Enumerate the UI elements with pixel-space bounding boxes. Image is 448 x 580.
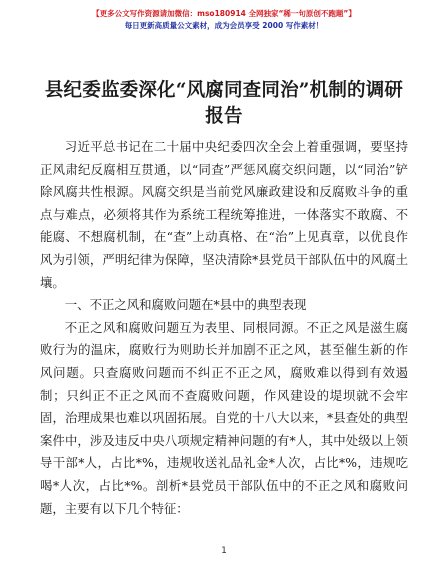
- document-title-line1: 县纪委监委深化“风腐同查同治”机制的调研: [44, 80, 404, 101]
- promo-banner: [0, 8, 448, 32]
- page-number: 1: [221, 546, 227, 556]
- promo-banner-line2: 每日更新高质量公文素材，成为会员享受 2000 写作素材！: [124, 21, 324, 30]
- document-title-line2: 报告: [205, 106, 243, 127]
- document-title: [40, 78, 408, 130]
- promo-banner-line1: 【更多公文写作资源请加微信：mso180914 全网独家“稀一句原创不跑题”】: [92, 9, 356, 18]
- document-body: [40, 136, 408, 520]
- section-heading: 一、不正之风和腐败问题在*县中的典型表现: [64, 297, 307, 313]
- section-paragraph: 不正之风和腐败问题互为表里、同根同源。不正之风是滋生腐败行为的温床，腐败行为则助长并加剧不正之风，甚至催生新的作风问题。只查腐败问题而不纠正不正之风，腐败难以得到有效遏制；只纠正不正之风而不查腐败问题，作风建设的堤坝就不会牢固，治理成果也难以巩固拓展。自党的十八大以来，*县查处的典型案件中，涉及违反中央八项规定精神问题的有*人，其中处级以上领导干部*人，占比*%，违规收送礼品礼金*人次，占比*%，违规吃喝*人次，占比*%。剖析*县党员干部队伍中的不正之风和腐败问题，主要有以下几个特征：: [40, 319, 408, 516]
- intro-paragraph: 习近平总书记在二十届中央纪委四次全会上着重强调，要坚持正风肃纪反腐相互贯通，以“同查”严惩风腐交织问题，以“同治”铲除风腐共性根源。风腐交织是当前党风廉政建设和反腐败斗争的重点与难点，必须将其作为系统工程统筹推进，一体落实不敢腐、不能腐、不想腐机制，在“查”上动真格、在“治”上见真章，以优良作风为引领，严明纪律为保障，坚决清除*县党员干部队伍中的风腐土壤。: [40, 139, 408, 290]
